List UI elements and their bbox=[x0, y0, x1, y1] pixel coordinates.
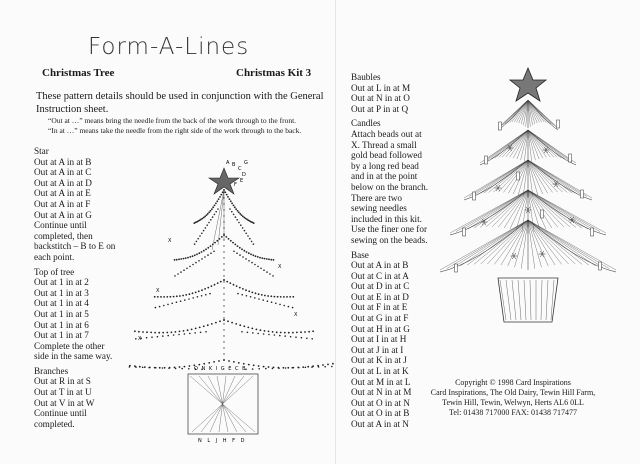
section-heading: Baubles bbox=[351, 72, 381, 82]
step: Out at 1 in at 3 bbox=[34, 287, 89, 298]
step: Out at K in at J bbox=[351, 355, 407, 366]
pot-outline bbox=[188, 374, 258, 434]
step: Out at N in at O bbox=[351, 93, 410, 104]
section-heading: Candles bbox=[351, 118, 381, 129]
candle-line: and in at the point bbox=[351, 171, 418, 182]
star-label-d: D bbox=[242, 172, 246, 178]
page-title: Form-A-Lines bbox=[88, 34, 250, 60]
kit-name: Christmas Kit 3 bbox=[236, 67, 312, 79]
step: Out at 1 in at 7 bbox=[34, 330, 89, 341]
step: Out at 1 in at 2 bbox=[34, 277, 89, 288]
candle-mark: X bbox=[168, 238, 172, 244]
section-heading: Top of tree bbox=[34, 266, 75, 277]
thread-rays bbox=[440, 100, 616, 272]
step: Out at R in at S bbox=[34, 376, 91, 387]
pierce-dots bbox=[128, 179, 334, 370]
step: Out at A in at F bbox=[34, 198, 91, 209]
tree-pot bbox=[498, 278, 558, 322]
step: Out at L in at K bbox=[351, 366, 409, 377]
continue-line: Complete the other bbox=[34, 340, 105, 351]
star-label-a: A bbox=[226, 160, 230, 166]
step: Out at F in at E bbox=[351, 302, 408, 313]
intro-text: These pattern details should be used in conjunction with the General Instruction sheet. bbox=[36, 91, 324, 115]
continue-line: completed, then bbox=[34, 230, 93, 241]
step: Out at A in at D bbox=[34, 177, 92, 188]
step: Out at 1 in at 4 bbox=[34, 298, 89, 309]
step: Out at 1 in at 5 bbox=[34, 308, 89, 319]
pattern-diagram bbox=[128, 140, 334, 458]
pot-threads bbox=[500, 280, 554, 320]
address-line: Card Inspirations, The Old Dairy, Tewin Hill Farm, bbox=[430, 388, 596, 397]
star-label-b: B bbox=[232, 162, 236, 168]
candle-line: gold bead followed bbox=[351, 150, 422, 161]
step: Out at N in at M bbox=[351, 387, 412, 398]
candle-line: X. Thread a small bbox=[351, 139, 417, 150]
step: Out at 1 in at 6 bbox=[34, 319, 89, 330]
step: Out at E in at D bbox=[351, 291, 409, 302]
step: Out at A in at B bbox=[34, 156, 92, 167]
step: Out at O in at B bbox=[351, 408, 410, 419]
note-in: “In at …” means take the needle from the right side of the work through to the back. bbox=[48, 126, 302, 135]
copyright-text: Copyright © 1998 Card Inspirations bbox=[455, 378, 571, 387]
finished-tree-illustration bbox=[430, 60, 626, 340]
note-out: “Out at …” means bring the needle from the back of the work through to the front. bbox=[48, 116, 297, 125]
right-instructions bbox=[351, 72, 428, 430]
section-heading: Base bbox=[351, 249, 369, 260]
continue-line: Continue until bbox=[34, 220, 87, 231]
step: Out at G in at F bbox=[351, 313, 409, 324]
candle-line: by a long red bead bbox=[351, 160, 419, 171]
page-fold bbox=[335, 0, 336, 464]
candle-line: There are two bbox=[351, 192, 403, 203]
candle-line: sewing on the beads. bbox=[351, 234, 428, 245]
step: Out at A in at B bbox=[351, 260, 409, 271]
continue-line: each point. bbox=[34, 251, 75, 262]
step: Out at A in at C bbox=[34, 167, 92, 178]
step: Out at O in at N bbox=[351, 397, 410, 408]
star-label-g: G bbox=[244, 160, 248, 166]
pot-top-labels: O N K I G E C B bbox=[194, 366, 247, 372]
credits-block bbox=[408, 378, 618, 418]
address-line: Tewin Hill, Tewin, Welwyn, Herts AL6 0LL bbox=[442, 398, 584, 407]
pattern-name: Christmas Tree bbox=[42, 67, 115, 79]
step: Out at P in at Q bbox=[351, 103, 409, 114]
candle-mark: X bbox=[294, 312, 298, 318]
continue-line: completed. bbox=[34, 418, 75, 429]
step: Out at J in at I bbox=[351, 344, 404, 355]
step: Out at A in at E bbox=[34, 188, 91, 199]
step: Out at M in at L bbox=[351, 376, 411, 387]
step: Out at C in at A bbox=[351, 270, 409, 281]
star-section bbox=[34, 146, 115, 429]
candle-mark: X bbox=[278, 264, 282, 270]
candle-line: included in this kit. bbox=[351, 213, 422, 224]
candle-line: sewing needles bbox=[351, 203, 407, 214]
candle-line: below on the branch. bbox=[351, 181, 429, 192]
step: Out at D in at C bbox=[351, 281, 410, 292]
candle-line: Use the finer one for bbox=[351, 224, 428, 235]
pot-stitch-lines bbox=[190, 376, 255, 432]
continue-line: Continue until bbox=[34, 408, 87, 419]
step: Out at A in at N bbox=[351, 419, 409, 429]
step: Out at L in at M bbox=[351, 82, 411, 93]
step: Out at V in at W bbox=[34, 397, 95, 408]
continue-line: backstitch – B to E on bbox=[34, 241, 116, 252]
star-label-c: C bbox=[238, 166, 242, 172]
candle-line: Attach beads out at bbox=[351, 128, 422, 139]
step: Out at I in at H bbox=[351, 334, 407, 345]
pot-bottom-labels: N L J H F D bbox=[198, 438, 247, 444]
continue-line: side in the same way. bbox=[34, 351, 113, 362]
step: Out at A in at G bbox=[34, 209, 92, 220]
star-label-e: E bbox=[240, 178, 244, 184]
section-heading: Branches bbox=[34, 365, 69, 376]
section-heading: Star bbox=[34, 146, 49, 156]
step: Out at H in at G bbox=[351, 323, 410, 334]
candle-mark: X bbox=[156, 288, 160, 294]
step: Out at T in at U bbox=[34, 387, 92, 398]
star-label-f: F bbox=[234, 182, 237, 188]
phone-line: Tel: 01438 717000 FAX: 01438 717477 bbox=[449, 408, 577, 417]
candle-mark: X bbox=[138, 336, 142, 342]
tree-star-icon bbox=[510, 68, 546, 101]
